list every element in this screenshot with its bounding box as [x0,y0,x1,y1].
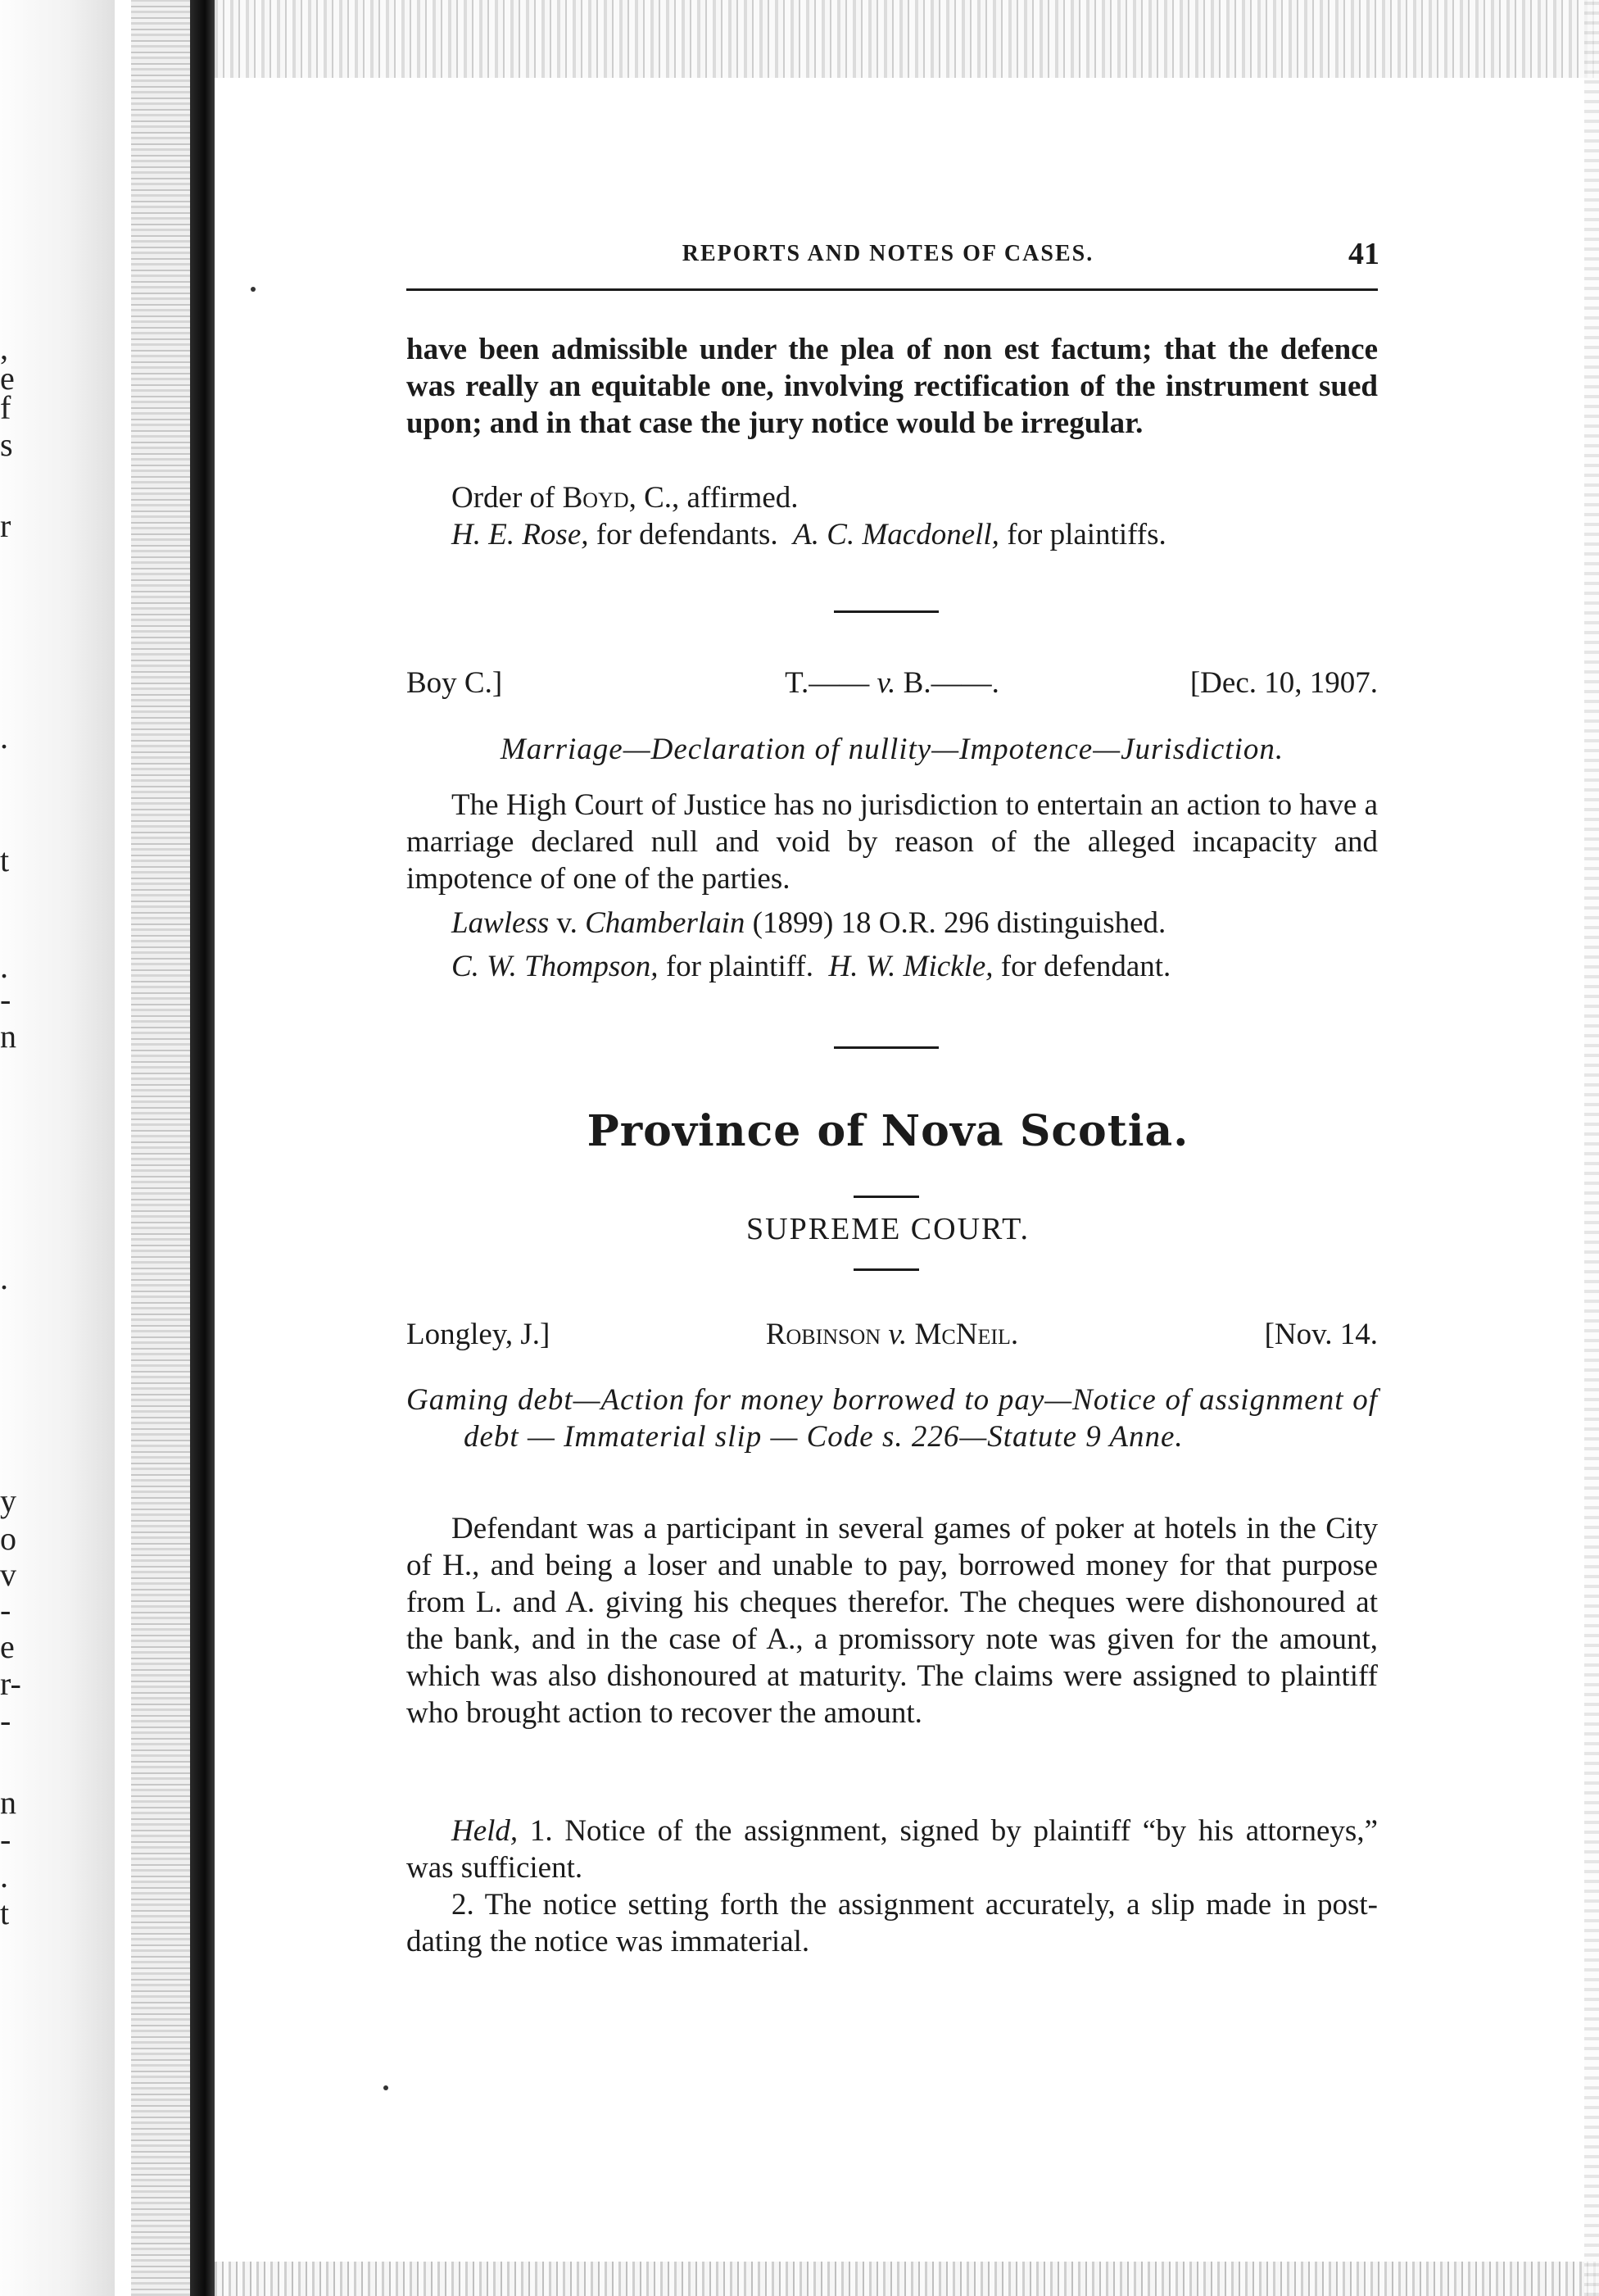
case-heading [406,1317,1378,1358]
counsel-role: for plaintiff. [665,950,813,983]
case-title [406,1317,1378,1352]
case-facts: Defendant was a participant in several games of poker at hotels in the City of H., and being a loser and unable to pay, borrowed money for that purpose from L. and A. giving his cheques therefor. The cheques were dishonoured at the bank, and in the case of A., a promissory note was given for the amount, which was also dishonoured at maturity. The claims were assigned to plaintiff who brought action to recover the amount. [406,1512,1378,1730]
counsel-name: H. E. Rose, [451,518,589,551]
margin-fragment: . [0,719,8,756]
cited-party: Chamberlain [585,906,745,940]
case-date: [Nov. 14. [1264,1318,1378,1351]
margin-fragment: v [0,1556,16,1593]
section-rule [834,1046,939,1049]
counsel-role: for plaintiffs. [1007,518,1166,551]
held-first [406,1813,1378,1886]
margin-fragment: . [0,948,8,985]
bottom-scan-noise [215,2262,1599,2296]
case-heading [406,665,1378,706]
counsel-name: H. W. Mickle, [828,950,994,983]
running-header [396,236,1379,277]
order-suffix: affirmed. [686,481,799,515]
counsel-name: A. C. Macdonell, [793,518,999,551]
party-left: Robinson [765,1318,881,1351]
margin-fragment: - [0,1821,11,1858]
case-headnote: Gaming debt—Action for money borrowed to pay—Notice of assignment of debt — Immaterial slip — Code s. 226—Statute 9 Anne. [406,1383,1378,1454]
case-holding: The High Court of Justice has no jurisdiction to entertain an action to have a marriage declared null and void by reason of the alleged incapacity and impotence of one of the parties. [406,788,1378,896]
margin-fragment: y [0,1482,16,1519]
margin-fragment: e [0,1628,15,1665]
case-citation [451,905,1166,942]
margin-fragment: n [0,1018,16,1055]
counsel-name: C. W. Thompson, [451,950,659,983]
citation-detail: (1899) 18 O.R. 296 distinguished. [752,906,1166,940]
cited-party: Lawless [451,906,550,940]
margin-fragment: n [0,1784,16,1821]
prev-case-counsel [451,516,1166,553]
margin-fragment: - [0,1591,11,1628]
margin-fragment: e [0,360,15,397]
margin-fragment: f [0,389,11,426]
page-number: 41 [1348,237,1379,271]
margin-fragment: , [0,329,8,366]
case-judge: Boy C.] [406,666,503,700]
scan-speck [383,2085,388,2090]
top-scan-noise [215,0,1599,78]
counsel-role: for defendant. [1000,950,1171,983]
case-date: [Dec. 10, 1907. [1189,666,1378,700]
section-rule [834,610,939,613]
section-rule [854,1268,919,1271]
header-rule [406,288,1378,291]
margin-fragment: t [0,842,10,878]
counsel-role: for defendants. [596,518,778,551]
case-headnote: Marriage—Declaration of nullity—Impotence—Jurisdiction. [500,733,1284,766]
running-head-title: REPORTS AND NOTES OF CASES. [682,241,1094,266]
party-right: McNeil. [914,1318,1019,1351]
prev-case-order [451,479,799,516]
binding-shadow [190,0,215,2296]
margin-fragment: - [0,981,11,1018]
held-second: 2. The notice setting forth the assignment accurately, a slip made in post-dating the notice was immaterial. [406,1888,1378,1958]
party-right: B.——. [903,666,999,700]
case-judge: Longley, J.] [406,1318,550,1351]
province-heading: Province of Nova Scotia. [587,1106,1189,1156]
court-heading: SUPREME COURT. [746,1212,1030,1246]
section-rule [854,1196,919,1198]
versus: v. [877,666,896,700]
margin-fragment: - [0,1702,11,1739]
versus: v. [888,1318,908,1351]
case-counsel [451,948,1171,985]
order-judge: Boyd, C., [562,481,680,515]
margin-fragment: o [0,1520,16,1557]
margin-fragment: . [0,1259,8,1296]
gutter-shadow [131,0,197,2296]
held-point: 1. Notice of the assignment, signed by plaintiff “by his attorneys,” was sufficient. [406,1814,1378,1885]
order-prefix: Order of [451,481,555,515]
scan-speck [251,287,256,292]
held-label: Held, [451,1814,519,1848]
margin-fragment: s [0,426,13,463]
margin-fragment: t [0,1894,10,1931]
right-scan-noise [1584,0,1599,2296]
margin-fragment: . [0,1858,8,1894]
prev-case-continuation: have been admissible under the plea of non est factum; that the defence was really an equitable one, involving rectification of the instrument sued upon; and in that case the jury notice would be irregular. [406,333,1378,440]
versus: v. [556,906,578,940]
party-left: T.—— [785,666,870,700]
margin-fragment: r [0,507,11,544]
margin-fragment: r- [0,1665,21,1702]
